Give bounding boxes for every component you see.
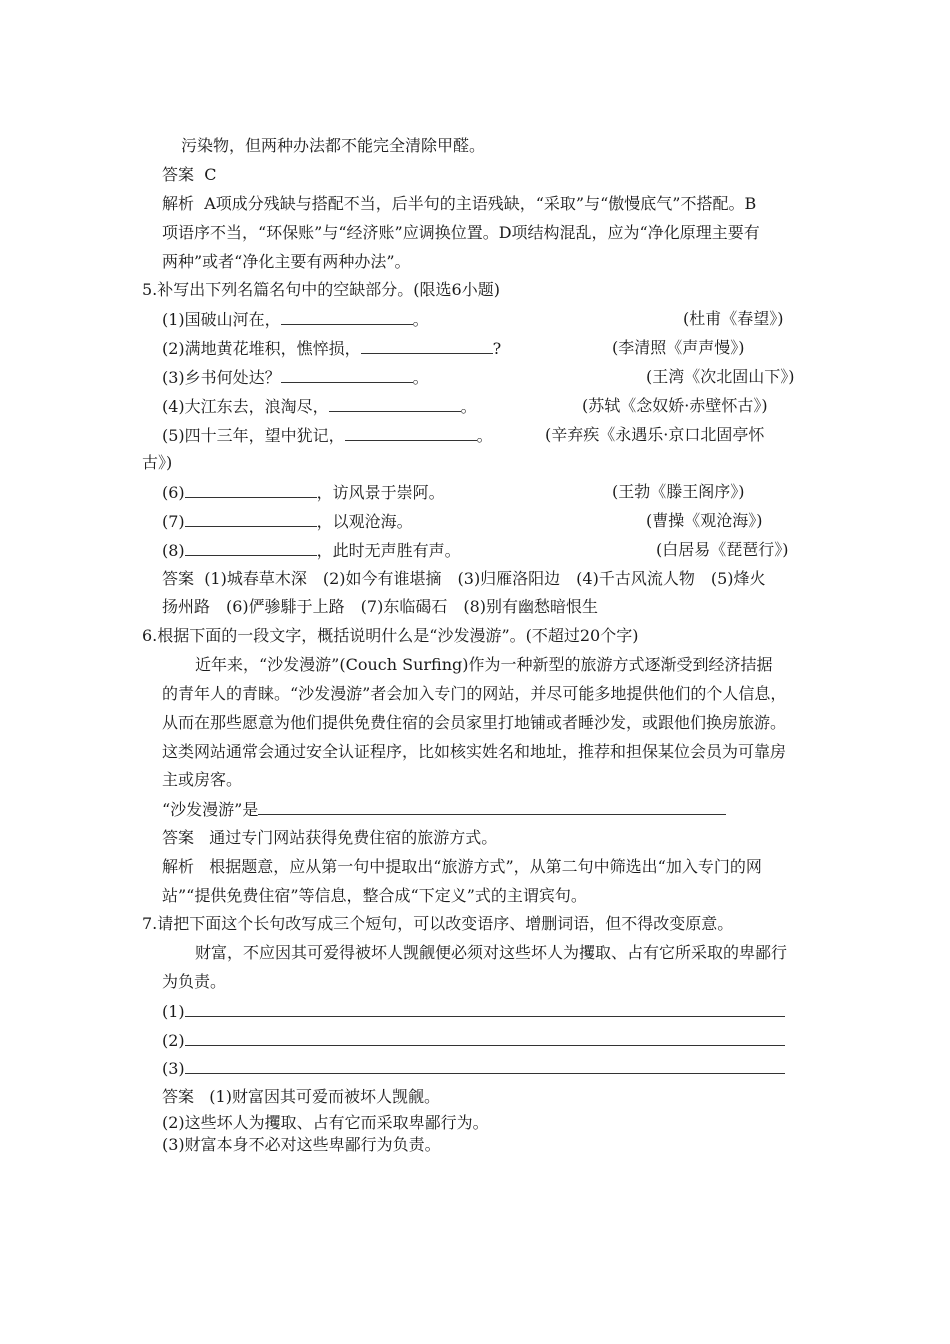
q6-answer: 答案 通过专门网站获得免费住宿的旅游方式。 (162, 828, 498, 847)
q6-analysis-cont: 站”“提供免费住宿”等信息，整合成“下定义”式的主谓宾句。 (162, 886, 587, 905)
q7-blank-1: (1) (162, 1001, 785, 1022)
q5-item-7: (7) ，以观沧海。 (162, 512, 413, 531)
fill-blank[interactable] (281, 309, 413, 325)
answer-label: 答案 (162, 1087, 195, 1106)
answer-label: 答案 (162, 165, 195, 184)
q5-stem: 5.补写出下列名篇名句中的空缺部分。(限选6小题) (142, 280, 500, 299)
answer-label: 答案 (162, 569, 195, 588)
q6-passage-line: 的青年人的青睐。“沙发漫游”者会加入专门的网站，并尽可能多地提供他们的个人信息， (162, 684, 787, 703)
q5-answer: 答案 (1)城春草木深 (2)如今有谁堪摘 (3)归雁洛阳边 (4)千古风流人物 (5)烽火 (162, 569, 766, 588)
q6-passage-line: 主或房客。 (162, 770, 243, 789)
q7-answer: 答案 (1)财富因其可爱而被坏人觊觎。 (162, 1087, 440, 1106)
q7-answer-2: (2)这些坏人为攫取、占有它而采取卑鄙行为。 (162, 1113, 489, 1132)
fill-blank[interactable] (185, 511, 317, 527)
analysis-label: 解析 (162, 194, 195, 213)
q5-item-2: (2)满地黄花堆积，憔悴损， ? (162, 339, 502, 358)
fill-blank[interactable] (185, 540, 317, 556)
fill-blank[interactable] (329, 396, 461, 412)
q7-passage-line: 财富，不应因其可爱得被坏人觊觎便必须对这些坏人为攫取、占有它所采取的卑鄙行 (195, 943, 788, 962)
answer-blank[interactable] (185, 1058, 785, 1074)
answer-value: C (204, 165, 217, 184)
source-citation-cont: 古》) (142, 453, 173, 472)
q7-answer-3: (3)财富本身不必对这些卑鄙行为负责。 (162, 1135, 441, 1154)
source-citation: (苏轼《念奴娇·赤壁怀古》) (582, 396, 768, 415)
q6-passage-line: 近年来，“沙发漫游”(Couch Surfing)作为一种新型的旅游方式逐渐受到经济拮据 (195, 655, 773, 674)
source-citation: (辛弃疾《永遇乐·京口北固亭怀 (545, 425, 765, 444)
q4-answer (162, 165, 216, 185)
q5-answer-cont: 扬州路 (6)俨骖騑于上路 (7)东临碣石 (8)别有幽愁暗恨生 (162, 597, 598, 616)
q4-continuation: 污染物，但两种办法都不能完全清除甲醛。 (181, 136, 486, 155)
source-citation: (曹操《观沧海》) (646, 511, 763, 530)
q5-item-3: (3)乡书何处达？ 。 (162, 368, 429, 387)
q7-passage-line: 为负责。 (162, 972, 227, 991)
q4-analysis-line: 项语序不当，“环保账”与“经济账”应调换位置。D项结构混乱，应为“净化原理主要有 (162, 223, 760, 242)
q7-blank-3: (3) (162, 1058, 785, 1079)
q6-passage-line: 从而在那些愿意为他们提供免费住宿的会员家里打地铺或者睡沙发，或跟他们换房旅游。 (162, 713, 787, 732)
fill-blank[interactable] (361, 338, 493, 354)
q5-item-4: (4)大江东去，浪淘尽， 。 (162, 397, 477, 416)
analysis-label: 解析 (162, 857, 195, 876)
q6-passage-line: 这类网站通常会通过安全认证程序，比如核实姓名和地址，推荐和担保某位会员为可靠房 (162, 742, 787, 761)
q7-stem: 7.请把下面这个长句改写成三个短句，可以改变语序、增删词语，但不得改变原意。 (142, 914, 734, 933)
q6-prompt: “沙发漫游”是 (162, 799, 726, 820)
fill-blank[interactable] (185, 482, 317, 498)
q6-stem: 6.根据下面的一段文字，概括说明什么是“沙发漫游”。(不超过20个字) (142, 626, 639, 645)
answer-blank[interactable] (185, 1001, 785, 1017)
source-citation: (白居易《琵琶行》) (656, 540, 789, 559)
source-citation: (李清照《声声慢》) (612, 338, 745, 357)
answer-blank[interactable] (185, 1030, 785, 1046)
answer-blank[interactable] (258, 799, 726, 815)
source-citation: (王湾《次北固山下》) (646, 367, 795, 386)
q5-item-8: (8) ，此时无声胜有声。 (162, 541, 461, 560)
answer-label: 答案 (162, 828, 195, 847)
q6-analysis: 解析 根据题意，应从第一句中提取出“旅游方式”，从第二句中筛选出“加入专门的网 (162, 857, 762, 876)
fill-blank[interactable] (345, 425, 477, 441)
source-citation: (杜甫《春望》) (683, 309, 784, 328)
q4-analysis-line: 两种”或者“净化主要有两种办法”。 (162, 252, 411, 271)
q5-item-1: (1)国破山河在， 。 (162, 310, 429, 329)
q5-item-6: (6) ，访风景于崇阿。 (162, 483, 445, 502)
fill-blank[interactable] (281, 367, 413, 383)
source-citation: (王勃《滕王阁序》) (612, 482, 745, 501)
q5-item-5: (5)四十三年，望中犹记， 。 (162, 426, 493, 445)
q7-blank-2: (2) (162, 1030, 785, 1051)
q4-analysis-line: 解析 A项成分残缺与搭配不当，后半句的主语残缺，“采取”与“傲慢底气”不搭配。B (162, 194, 757, 213)
